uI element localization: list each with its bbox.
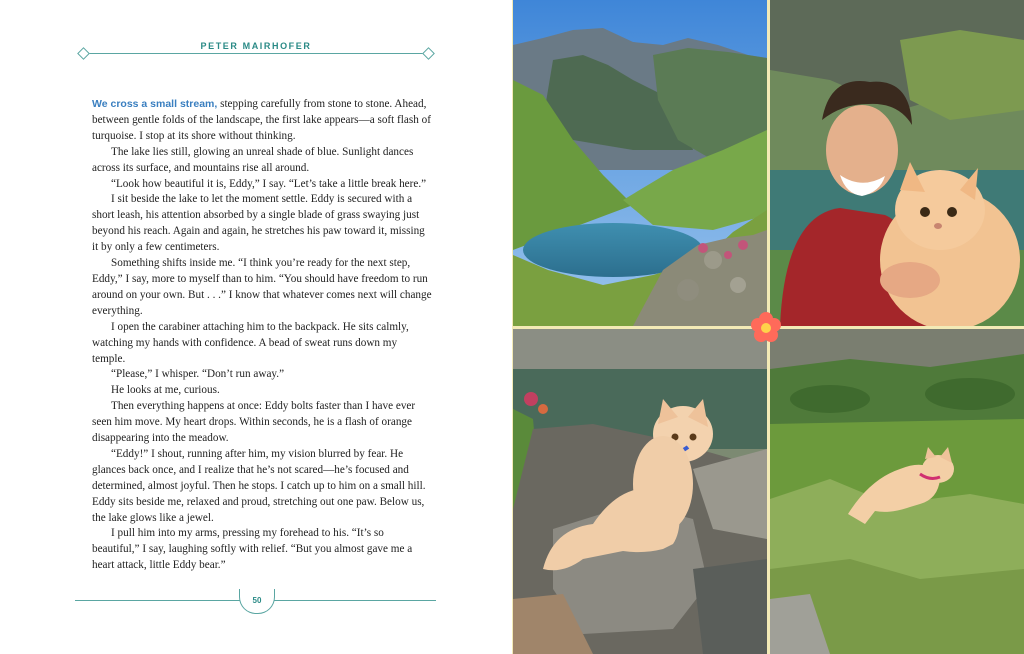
cat-in-meadow-photo xyxy=(770,329,1024,654)
paragraph: He looks at me, curious. xyxy=(111,384,220,397)
photo-page xyxy=(512,0,1024,654)
paragraph xyxy=(92,97,432,145)
paragraph: I pull him into my arms, pressing my forehead to his. “It’s so beautiful,” I say, laughing softly with relief. “But you almost gave me a heart attack, little Eddy bear.” xyxy=(92,527,413,572)
flower-icon xyxy=(749,310,783,344)
paragraph: Then everything happens at once: Eddy bolts faster than I have ever seen him move. My heart drops. Within seconds, he is a flash of orange disappearing into the meadow. xyxy=(92,400,416,445)
paragraph: “Eddy!” I shout, running after him, my vision blurred by fear. He glances back once, and I realize that he’s not scared—he’s focused and determined, almost joyful. Then he stops. I catch up to him on a small hill. Eddy sits beside me, relaxed and proud, stretching out one paw. Below us, the lake glows like a jewel. xyxy=(92,447,426,524)
paragraph: Something shifts inside me. “I think you’re ready for the next step, Eddy,” I say, more to myself than to him. “You should have freedom to run around on your own. But . . .” I know that whatever comes next will change everything. xyxy=(92,257,432,317)
paragraph-text: stepping carefully from stone to stone. Ahead, between gentle folds of the landscape, the first lake appears—a soft flash of turquoise. I stop at its shore without thinking. xyxy=(92,98,431,142)
paragraph: I open the carabiner attaching him to the backpack. He sits calmly, watching my hands with confidence. A bead of sweat runs down my temple. xyxy=(92,320,409,365)
man-holding-cat-selfie-photo xyxy=(770,0,1024,326)
paragraph: “Look how beautiful it is, Eddy,” I say. “Let’s take a little break here.” xyxy=(111,177,427,190)
lead-in: We cross a small stream, xyxy=(92,98,218,110)
header-rule xyxy=(83,53,429,54)
paragraph: “Please,” I whisper. “Don’t run away.” xyxy=(111,368,285,381)
running-header xyxy=(78,36,434,54)
page-number-tab xyxy=(239,589,275,614)
cat-sitting-on-rock-photo xyxy=(513,329,767,654)
page-number: 50 xyxy=(252,596,262,605)
mountain-lake-photo xyxy=(513,0,767,326)
paragraph: The lake lies still, glowing an unreal shade of blue. Sunlight dances across its surface, and mountains rise all around. xyxy=(92,145,414,174)
author-name: PETER MAIRHOFER xyxy=(200,41,312,51)
paragraph: I sit beside the lake to let the moment settle. Eddy is secured with a short leash, his attention absorbed by a single blade of grass swaying just beyond his reach. Again and again, he stretches his paw toward it, missing it by only a few centimeters. xyxy=(92,193,425,254)
body-text xyxy=(92,97,432,574)
